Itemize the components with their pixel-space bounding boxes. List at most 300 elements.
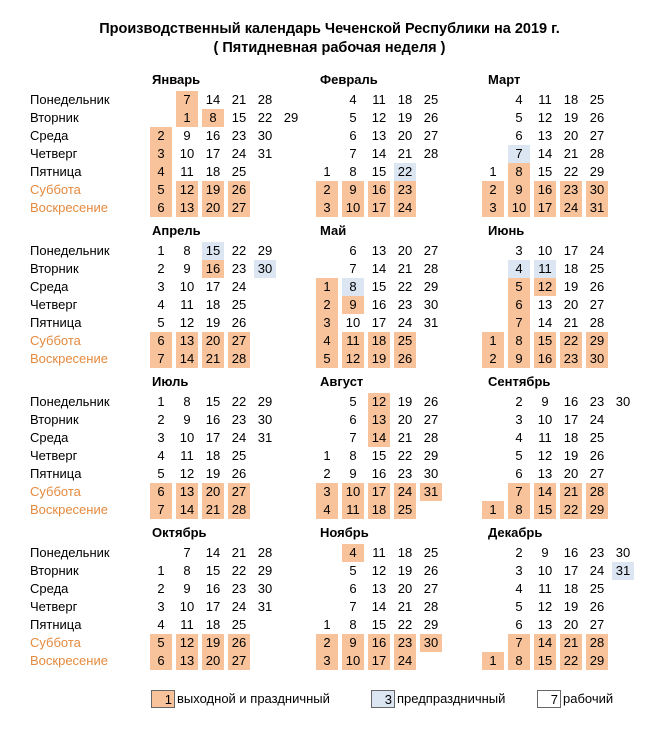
calendar-day: 15	[371, 164, 387, 179]
calendar-day: 10	[342, 199, 364, 217]
calendar-day: 24	[560, 199, 582, 217]
calendar-day: 14	[205, 545, 221, 560]
calendar-day: 15	[205, 563, 221, 578]
calendar-day: 9	[183, 581, 191, 596]
calendar-day: 9	[183, 412, 191, 427]
calendar-day: 30	[254, 260, 276, 278]
calendar-day: 31	[257, 146, 273, 161]
calendar-day: 7	[508, 483, 530, 501]
calendar-day: 14	[534, 483, 556, 501]
calendar-day: 8	[508, 163, 530, 181]
month-name: Март	[488, 72, 521, 87]
calendar-day: 8	[349, 448, 357, 463]
calendar-day: 18	[205, 164, 221, 179]
calendar-day: 25	[589, 430, 605, 445]
calendar-day: 19	[205, 315, 221, 330]
day-label: Пятница	[30, 466, 82, 481]
calendar-day: 11	[342, 501, 364, 519]
legend-item	[537, 688, 613, 708]
day-label: Четверг	[30, 599, 78, 614]
calendar-day: 31	[257, 430, 273, 445]
calendar-day: 24	[589, 563, 605, 578]
calendar-day: 27	[423, 581, 439, 596]
calendar-day: 23	[231, 261, 247, 276]
calendar-day: 1	[323, 164, 331, 179]
calendar-day: 12	[537, 448, 553, 463]
calendar-day: 25	[231, 617, 247, 632]
calendar-day: 28	[589, 315, 605, 330]
day-label: Вторник	[30, 261, 79, 276]
calendar-day: 12	[342, 350, 364, 368]
calendar-day: 4	[515, 430, 523, 445]
calendar-day: 26	[394, 350, 416, 368]
calendar-day: 31	[423, 315, 439, 330]
calendar-day: 14	[537, 315, 553, 330]
calendar-day: 23	[589, 545, 605, 560]
calendar-day: 26	[231, 315, 247, 330]
calendar-day: 12	[176, 181, 198, 199]
calendar-day: 19	[368, 350, 390, 368]
calendar-day: 10	[179, 599, 195, 614]
calendar-day: 8	[342, 278, 364, 296]
legend-item	[371, 688, 505, 708]
calendar-day: 9	[541, 545, 549, 560]
calendar-day: 5	[157, 315, 165, 330]
calendar-day: 6	[349, 581, 357, 596]
calendar-day: 11	[538, 581, 552, 596]
calendar-day: 25	[231, 164, 247, 179]
calendar-day: 23	[394, 634, 416, 652]
calendar-day: 18	[563, 581, 579, 596]
calendar-day: 10	[179, 279, 195, 294]
calendar-day: 6	[515, 128, 523, 143]
calendar-day: 27	[589, 297, 605, 312]
calendar-day: 5	[150, 634, 172, 652]
day-label: Суббота	[30, 635, 81, 650]
calendar-day: 5	[349, 110, 357, 125]
calendar-day: 12	[176, 634, 198, 652]
calendar-day: 8	[183, 394, 191, 409]
calendar-day: 5	[515, 448, 523, 463]
calendar-day: 31	[257, 599, 273, 614]
day-label: Воскресение	[30, 351, 108, 366]
day-label: Среда	[30, 279, 69, 294]
day-label: Суббота	[30, 484, 81, 499]
calendar-day: 29	[257, 563, 273, 578]
calendar-day: 13	[537, 128, 553, 143]
calendar-day: 9	[541, 394, 549, 409]
calendar-day: 22	[563, 164, 579, 179]
calendar-day: 13	[371, 581, 387, 596]
calendar-day: 2	[482, 181, 504, 199]
calendar-day: 4	[316, 332, 338, 350]
month-name: Февраль	[320, 72, 378, 87]
calendar-day: 9	[349, 466, 357, 481]
calendar-day: 25	[231, 297, 247, 312]
calendar-day: 2	[157, 581, 165, 596]
calendar-day: 15	[205, 394, 221, 409]
calendar-day: 25	[423, 92, 439, 107]
day-label: Пятница	[30, 617, 82, 632]
calendar-day: 6	[150, 199, 172, 217]
calendar-day: 30	[257, 412, 273, 427]
calendar-day: 6	[515, 466, 523, 481]
calendar-day: 16	[563, 394, 579, 409]
calendar-day: 21	[397, 261, 413, 276]
day-label: Понедельник	[30, 545, 110, 560]
calendar-day: 13	[176, 199, 198, 217]
calendar-day: 30	[615, 545, 631, 560]
calendar-day: 19	[397, 394, 413, 409]
month-name: Август	[320, 374, 364, 389]
calendar-day: 21	[202, 501, 224, 519]
calendar-day: 3	[157, 430, 165, 445]
calendar-day: 24	[231, 430, 247, 445]
calendar-day: 19	[205, 466, 221, 481]
calendar-day: 11	[372, 92, 386, 107]
calendar-day: 29	[423, 448, 439, 463]
calendar-day: 27	[423, 412, 439, 427]
calendar-day: 20	[202, 483, 224, 501]
calendar-day: 26	[423, 394, 439, 409]
calendar-day: 26	[423, 110, 439, 125]
calendar-day: 14	[205, 92, 221, 107]
calendar-day: 2	[157, 412, 165, 427]
calendar-day: 20	[202, 652, 224, 670]
calendar-day: 23	[560, 181, 582, 199]
calendar-day: 14	[371, 146, 387, 161]
calendar-day: 18	[205, 297, 221, 312]
calendar-day: 9	[342, 296, 364, 314]
calendar-day: 13	[537, 466, 553, 481]
calendar-day: 22	[560, 501, 582, 519]
calendar-day: 23	[589, 394, 605, 409]
calendar-day: 17	[368, 483, 390, 501]
calendar-day: 11	[538, 92, 552, 107]
calendar-day: 16	[368, 181, 390, 199]
calendar-day: 5	[150, 181, 172, 199]
calendar-day: 24	[394, 652, 416, 670]
calendar-day: 26	[231, 466, 247, 481]
calendar-day: 27	[228, 332, 250, 350]
calendar-day: 28	[228, 350, 250, 368]
calendar-day: 3	[316, 652, 338, 670]
calendar-day: 28	[589, 146, 605, 161]
calendar-day: 26	[589, 279, 605, 294]
calendar-day: 19	[202, 181, 224, 199]
calendar-day: 1	[157, 563, 165, 578]
calendar-day: 11	[372, 545, 386, 560]
day-label: Вторник	[30, 412, 79, 427]
calendar-day: 25	[589, 581, 605, 596]
calendar-day: 16	[371, 466, 387, 481]
calendar-day: 18	[368, 332, 390, 350]
calendar-day: 14	[368, 429, 390, 447]
calendar-day: 11	[342, 332, 364, 350]
calendar-day: 26	[589, 110, 605, 125]
calendar-day: 7	[508, 145, 530, 163]
calendar-day: 8	[349, 617, 357, 632]
calendar-day: 21	[397, 599, 413, 614]
month-name: Май	[320, 223, 347, 238]
month-name: Июль	[152, 374, 189, 389]
calendar-day: 20	[563, 297, 579, 312]
calendar-day: 8	[202, 109, 224, 127]
calendar-day: 10	[179, 430, 195, 445]
calendar-day: 24	[589, 412, 605, 427]
calendar-day: 28	[423, 261, 439, 276]
calendar-day: 30	[586, 181, 608, 199]
calendar-day: 5	[157, 466, 165, 481]
month-name: Январь	[152, 72, 201, 87]
calendar-day: 29	[257, 243, 273, 258]
calendar-day: 17	[205, 599, 221, 614]
calendar-day: 10	[537, 563, 553, 578]
calendar-day: 27	[589, 617, 605, 632]
calendar-day: 21	[560, 483, 582, 501]
calendar-day: 22	[560, 332, 582, 350]
page-subtitle: ( Пятидневная рабочая неделя )	[213, 40, 446, 56]
calendar-day: 2	[515, 394, 523, 409]
calendar-day: 15	[371, 617, 387, 632]
calendar-day: 6	[349, 412, 357, 427]
calendar-day: 23	[394, 181, 416, 199]
calendar-day: 15	[534, 332, 556, 350]
month-name: Октябрь	[152, 525, 207, 540]
legend-swatch: 1	[151, 690, 175, 708]
calendar-day: 7	[349, 599, 357, 614]
calendar-day: 11	[180, 448, 194, 463]
calendar-day: 10	[537, 412, 553, 427]
legend-item	[151, 688, 330, 708]
calendar-day: 3	[515, 412, 523, 427]
calendar-day: 6	[508, 296, 530, 314]
calendar-day: 29	[283, 110, 299, 125]
day-label: Среда	[30, 128, 69, 143]
day-label: Четверг	[30, 448, 78, 463]
month-name: Сентябрь	[488, 374, 551, 389]
calendar-day: 28	[228, 501, 250, 519]
calendar-day: 1	[316, 278, 338, 296]
day-label: Среда	[30, 581, 69, 596]
calendar-day: 15	[231, 110, 247, 125]
calendar-day: 12	[371, 110, 387, 125]
calendar-day: 5	[508, 278, 530, 296]
calendar-day: 4	[508, 260, 530, 278]
month-name: Апрель	[152, 223, 201, 238]
calendar-day: 14	[371, 261, 387, 276]
calendar-day: 16	[205, 412, 221, 427]
calendar-day: 21	[563, 315, 579, 330]
calendar-day: 29	[423, 617, 439, 632]
calendar-day: 19	[397, 563, 413, 578]
calendar-day: 17	[534, 199, 556, 217]
calendar-day: 2	[157, 261, 165, 276]
calendar-day: 16	[534, 350, 556, 368]
calendar-day: 25	[394, 332, 416, 350]
calendar-day: 22	[257, 110, 273, 125]
calendar-day: 22	[231, 563, 247, 578]
calendar-day: 7	[349, 430, 357, 445]
calendar-day: 7	[349, 261, 357, 276]
calendar-day: 28	[586, 483, 608, 501]
calendar-day: 17	[205, 146, 221, 161]
calendar-day: 31	[612, 562, 634, 580]
calendar-day: 2	[515, 545, 523, 560]
calendar-day: 3	[316, 483, 338, 501]
calendar-day: 4	[342, 544, 364, 562]
calendar-day: 19	[563, 448, 579, 463]
calendar-day: 21	[397, 430, 413, 445]
calendar-day: 7	[150, 350, 172, 368]
calendar-day: 4	[157, 297, 165, 312]
calendar-day: 11	[180, 617, 194, 632]
calendar-day: 14	[176, 350, 198, 368]
calendar-day: 22	[394, 163, 416, 181]
day-label: Пятница	[30, 164, 82, 179]
calendar-day: 21	[202, 350, 224, 368]
calendar-day: 15	[202, 242, 224, 260]
calendar-day: 2	[316, 181, 338, 199]
calendar-day: 16	[563, 545, 579, 560]
calendar-day: 26	[228, 181, 250, 199]
calendar-day: 10	[179, 146, 195, 161]
calendar-day: 3	[316, 314, 338, 332]
calendar-day: 16	[205, 581, 221, 596]
calendar-day: 19	[202, 634, 224, 652]
calendar-day: 6	[150, 332, 172, 350]
calendar-day: 27	[423, 128, 439, 143]
calendar-day: 27	[228, 652, 250, 670]
calendar-day: 18	[563, 92, 579, 107]
legend-swatch: 7	[537, 690, 561, 708]
calendar-day: 13	[368, 411, 390, 429]
calendar-day: 27	[589, 128, 605, 143]
calendar-day: 23	[231, 581, 247, 596]
calendar-day: 7	[150, 501, 172, 519]
calendar-day: 13	[371, 243, 387, 258]
calendar-day: 20	[563, 617, 579, 632]
calendar-day: 24	[231, 279, 247, 294]
calendar-day: 7	[508, 634, 530, 652]
calendar-day: 13	[537, 297, 553, 312]
calendar-day: 2	[323, 466, 331, 481]
calendar-day: 1	[157, 243, 165, 258]
calendar-day: 30	[423, 297, 439, 312]
calendar-day: 14	[534, 634, 556, 652]
day-label: Воскресение	[30, 200, 108, 215]
calendar-day: 12	[368, 393, 390, 411]
calendar-day: 21	[231, 92, 247, 107]
calendar-day: 11	[538, 430, 552, 445]
calendar-day: 7	[183, 545, 191, 560]
calendar-day: 17	[371, 315, 387, 330]
calendar-day: 12	[534, 278, 556, 296]
calendar-day: 12	[537, 599, 553, 614]
calendar-day: 3	[482, 199, 504, 217]
calendar-day: 1	[482, 332, 504, 350]
day-label: Вторник	[30, 110, 79, 125]
calendar-day: 17	[205, 279, 221, 294]
calendar-day: 25	[394, 501, 416, 519]
calendar-day: 30	[420, 634, 442, 652]
page-title: Производственный календарь Чеченской Республики на 2019 г.	[99, 21, 560, 37]
calendar-day: 15	[371, 279, 387, 294]
calendar-day: 3	[150, 145, 172, 163]
day-label: Среда	[30, 430, 69, 445]
calendar-day: 22	[397, 448, 413, 463]
calendar-day: 11	[180, 164, 194, 179]
calendar-day: 1	[482, 652, 504, 670]
calendar-day: 9	[342, 634, 364, 652]
calendar-day: 6	[515, 617, 523, 632]
calendar-day: 23	[397, 297, 413, 312]
calendar-day: 12	[179, 315, 195, 330]
calendar-day: 17	[563, 412, 579, 427]
day-label: Четверг	[30, 297, 78, 312]
calendar-day: 22	[397, 617, 413, 632]
calendar-day: 3	[157, 279, 165, 294]
calendar-day: 26	[423, 563, 439, 578]
calendar-day: 29	[586, 652, 608, 670]
calendar-day: 20	[202, 332, 224, 350]
calendar-day: 24	[231, 146, 247, 161]
month-name: Июнь	[488, 223, 525, 238]
calendar-day: 26	[228, 634, 250, 652]
calendar-day: 22	[231, 394, 247, 409]
calendar-day: 22	[397, 279, 413, 294]
calendar-day: 24	[394, 199, 416, 217]
calendar-day: 21	[397, 146, 413, 161]
calendar-day: 1	[482, 501, 504, 519]
calendar-day: 4	[515, 581, 523, 596]
calendar-day: 21	[560, 634, 582, 652]
calendar-day: 28	[257, 92, 273, 107]
calendar-day: 17	[563, 243, 579, 258]
calendar-day: 6	[150, 483, 172, 501]
calendar-day: 1	[323, 448, 331, 463]
day-label: Воскресение	[30, 502, 108, 517]
calendar-day: 8	[349, 164, 357, 179]
calendar-day: 24	[589, 243, 605, 258]
legend-label: предпраздничный	[397, 690, 506, 706]
day-label: Понедельник	[30, 243, 110, 258]
calendar-day: 10	[537, 243, 553, 258]
calendar-day: 8	[183, 243, 191, 258]
calendar-day: 13	[176, 652, 198, 670]
calendar-day: 2	[482, 350, 504, 368]
calendar-day: 21	[563, 146, 579, 161]
calendar-day: 3	[515, 243, 523, 258]
calendar-day: 16	[534, 181, 556, 199]
calendar-day: 8	[508, 652, 530, 670]
calendar-day: 9	[508, 181, 530, 199]
calendar-day: 8	[508, 332, 530, 350]
calendar-day: 2	[150, 127, 172, 145]
day-label: Воскресение	[30, 653, 108, 668]
calendar-day: 4	[316, 501, 338, 519]
calendar-day: 30	[423, 466, 439, 481]
calendar-day: 18	[368, 501, 390, 519]
calendar-day: 10	[342, 652, 364, 670]
calendar-day: 15	[534, 501, 556, 519]
calendar-day: 1	[157, 394, 165, 409]
calendar-day: 3	[515, 563, 523, 578]
calendar-day: 11	[180, 297, 194, 312]
legend-swatch: 3	[371, 690, 395, 708]
calendar-day: 24	[231, 599, 247, 614]
calendar-day: 26	[589, 448, 605, 463]
